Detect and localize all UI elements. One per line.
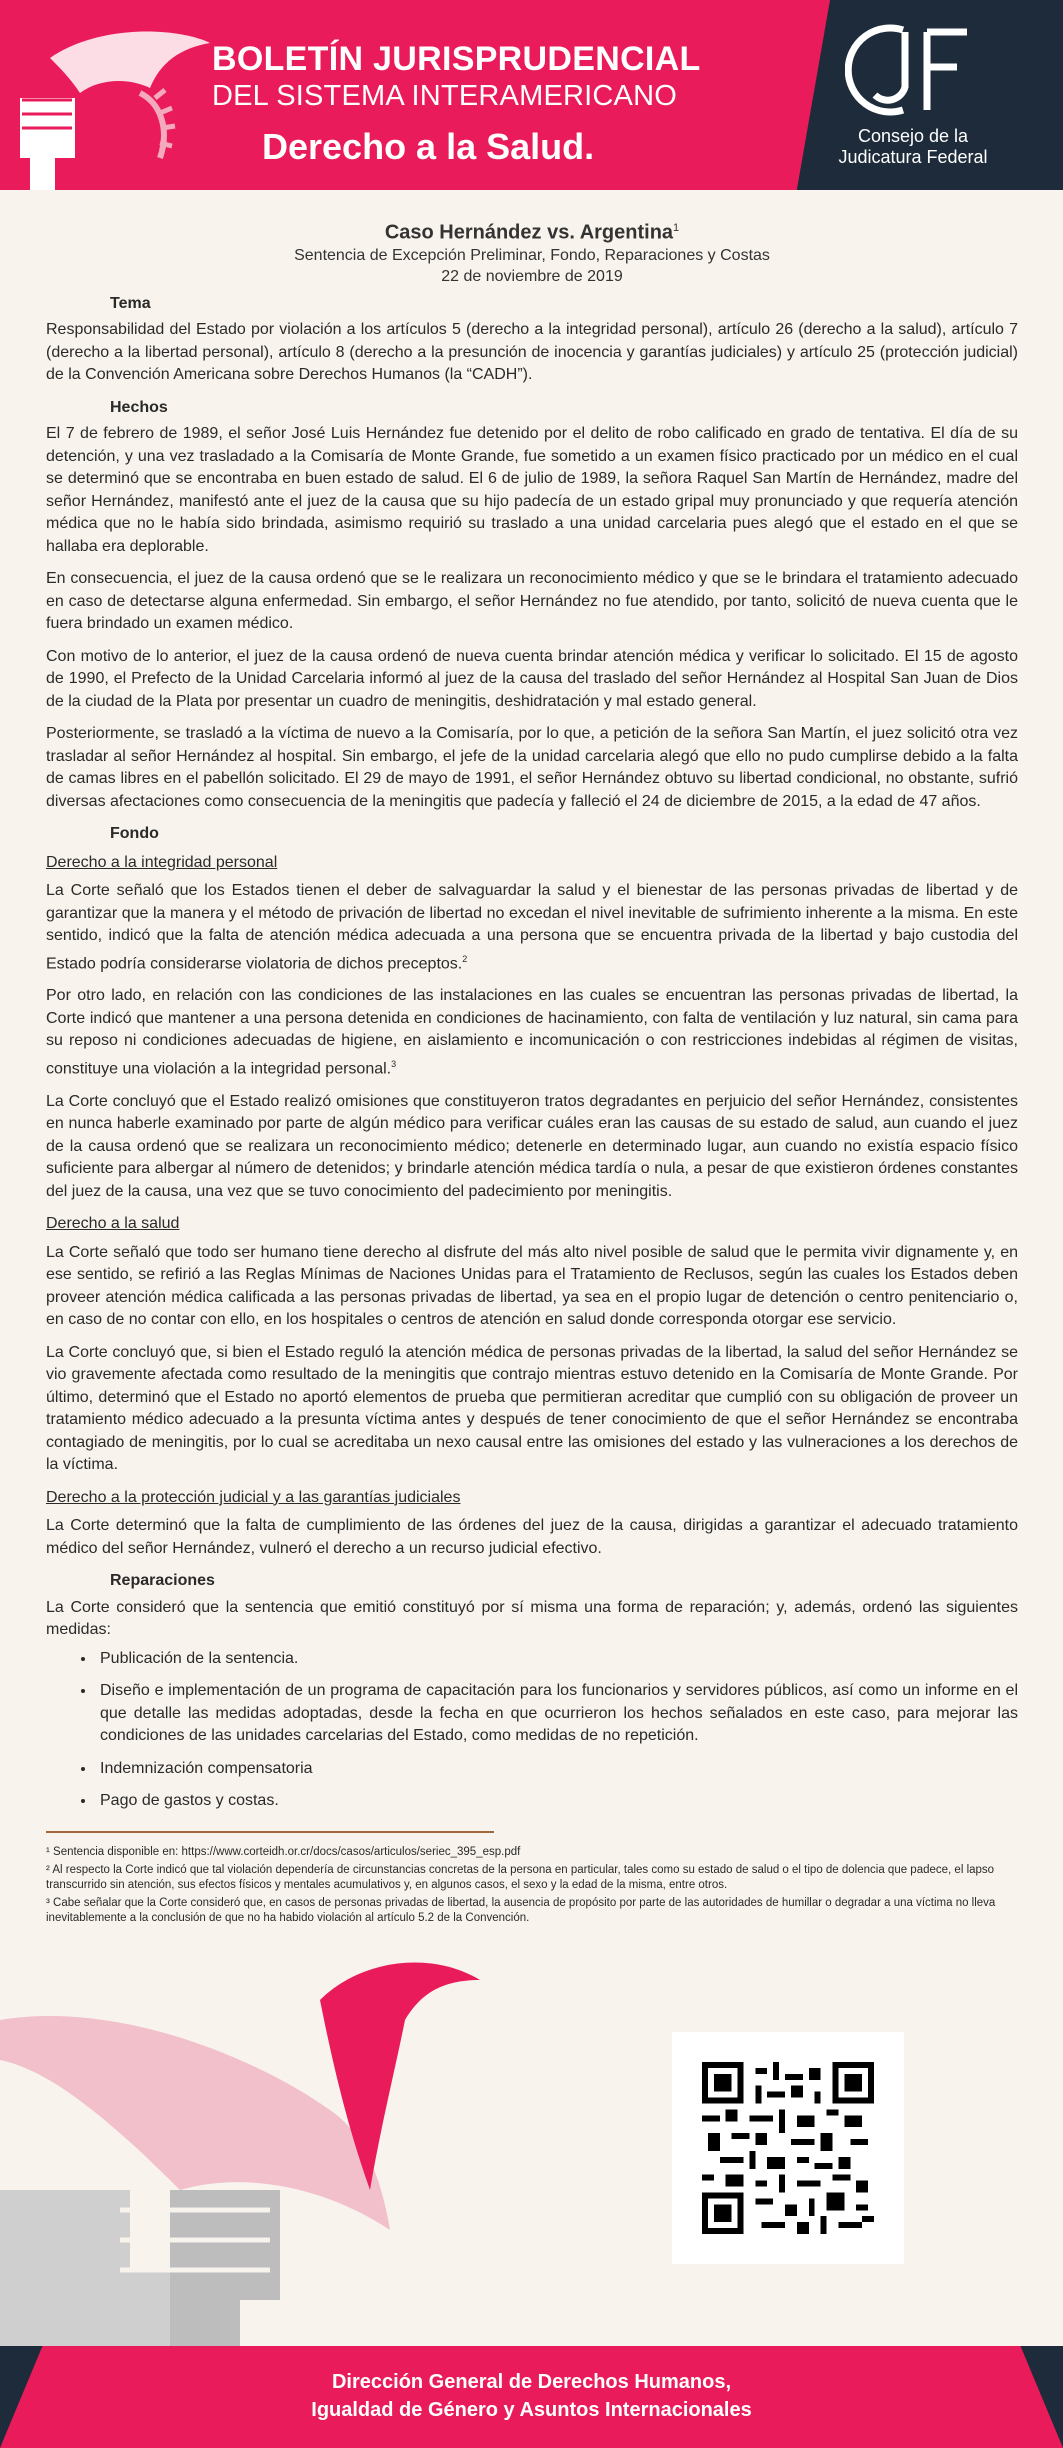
topic-title: Derecho a la Salud. bbox=[262, 126, 595, 167]
salud-paragraph: La Corte concluyó que, si bien el Estado reguló la atención médica de personas privadas de la libertad, la salud del señor Hernández se vio gravemente afectada como resultado de la meningitis que contrajo mientras estuvo detenido en la Comisaría de Monte Grande. Por último, determinó que el Estado no aportó elementos de prueba que permitieran acreditar que cumplió con su obligación de proveer un tratamiento médico adecuado a la presunta víctima antes y después de tener conocimiento de que el señor Hernández se encontraba contagiado de meningitis, por lo cual se acreditaba un nexo causal entre las omisiones del estado y las vulneraciones a los derechos de la víctima. bbox=[46, 1343, 1018, 1474]
subsection-proteccion-heading: Derecho a la protección judicial y a las garantías judiciales bbox=[46, 1488, 461, 1506]
case-title-text: Caso Hernández vs. Argentina bbox=[384, 221, 674, 244]
section-tema-heading: Tema bbox=[110, 294, 151, 312]
reparaciones-intro: La Corte consideró que la sentencia que emitió constituyó por sí misma una forma de reparación; y, además, ordenó las siguientes medidas: bbox=[46, 1598, 1018, 1639]
bulletin-title: BOLETÍN JURISPRUDENCIAL bbox=[212, 40, 701, 78]
hechos-paragraph: El 7 de febrero de 1989, el señor José Luis Hernández fue detenido por el delito de robo calificado en grado de tentativa. El día de su detención, y una vez trasladado a la Comisaría de Monte Grande, fue sometido a un examen físico practicado por un médico en el cual se determinó que se encontraba en buen estado de salud. El 6 de julio de 1989, la señora Raquel San Martín de Hernández, madre del señor Hernández, manifestó ante el juez de la causa que su hijo padecía de un estado gripal muy pronunciado y que requería atención médica que no le había sido brindada, asimismo requirió su traslado a una unidad carcelaria pues alegó que el estado en el que se hallaba era deplorable. bbox=[46, 425, 1018, 555]
integridad-paragraph: La Corte concluyó que el Estado realizó omisiones que constituyeron tratos degradantes en perjuicio del señor Hernández, consistentes en nunca haberle examinado por parte de algún médico para verificar cuáles eran las causas de su estado de salud, aun cuando el juez de la causa ordenó que se realizara un reconocimiento médico; detenerle en determinado lugar, aun cuando no existía espacio físico suficiente para albergar al número de detenidos; y brindarle atención médica tardía o nula, a pesar de que existieron órdenes constantes del juez de la causa, una vez que se tuvo conocimiento del padecimiento por meningitis. bbox=[46, 1092, 1018, 1200]
case-subtitle: Sentencia de Excepción Preliminar, Fondo, Reparaciones y Costas bbox=[294, 246, 770, 264]
fist-dove-logo bbox=[10, 18, 210, 190]
footnote-3: ³ Cabe señalar que la Corte consideró que, en casos de personas privadas de libertad, la ausencia de propósito por parte de las autoridades de humillar o degradar a una víctima no lleva inevitablemente a la conclusión de que no ha habido violación al artículo 5.2 de la Convención. bbox=[46, 1896, 996, 1924]
footer-text bbox=[0, 2368, 1063, 2424]
subsection-integridad-heading: Derecho a la integridad personal bbox=[46, 853, 278, 871]
tema-paragraph: Responsabilidad del Estado por violación a los artículos 5 (derecho a la integridad personal), artículo 26 (derecho a la salud), artículo 7 (derecho a la libertad personal), artículo 8 (derecho a la presunción de inocencia y garantías judiciales) y artículo 25 (protección judicial) de la Convención Americana sobre Derechos Humanos (la “CADH”). bbox=[46, 321, 1018, 384]
footnote-ref-1: 1 bbox=[673, 222, 680, 234]
fist-dove-illustration bbox=[0, 1940, 700, 2380]
hechos-paragraph: Posteriormente, se trasladó a la víctima de nuevo a la Comisaría, por lo que, a petición de la señora San Martín, el juez solicitó otra vez trasladar al señor Hernández al hospital. Sin embargo, el jefe de la unidad carcelaria alegó que ello no pudo cumplirse debido a la falta de camas libres en el pabellón solicitado. El 29 de mayo de 1991, el señor Hernández obtuvo su libertad condicional, no obstante, sufrió diversas afectaciones como consecuencia de la meningitis que padecía y falleció el 24 de diciembre de 2015, a la edad de 47 años. bbox=[46, 725, 1018, 810]
subsection-salud-heading: Derecho a la salud bbox=[46, 1215, 180, 1233]
case-date: 22 de noviembre de 2019 bbox=[441, 267, 623, 285]
list-item: • Publicación de la sentencia. bbox=[96, 1648, 1018, 1671]
footer-line-1: Dirección General de Derechos Humanos, bbox=[331, 2371, 732, 2393]
section-fondo-heading: Fondo bbox=[110, 825, 159, 843]
org-line-2: Judicatura Federal bbox=[838, 147, 988, 167]
section-hechos-heading: Hechos bbox=[110, 398, 168, 416]
main-content bbox=[46, 216, 1018, 1929]
integridad-text: Por otro lado, en relación con las condiciones de las instalaciones en las cuales se encuentran las personas privadas de libertad, la Corte indicó que mantener a una persona detenida en condiciones de hacinamiento, con falta de ventilación y luz natural, sin cama para su reposo ni condiciones adecuadas de higiene, en aislamiento e incomunicación o con restricciones indebidas al régimen de visitas, constituye una violación a la integridad personal. bbox=[46, 987, 1018, 1078]
footnote-ref-3: 3 bbox=[391, 1058, 397, 1069]
footnote-ref-2: 2 bbox=[462, 953, 468, 964]
hechos-paragraph: En consecuencia, el juez de la causa ordenó que se le realizara un reconocimiento médico y que se le brindara el tratamiento adecuado en caso de detectarse alguna enfermedad. Sin embargo, el señor Hernández no fue atendido, por tanto, solicitó de nueva cuenta que le fuera brindado un examen médico. bbox=[46, 570, 1018, 633]
salud-paragraph: La Corte señaló que todo ser humano tiene derecho al disfrute del más alto nivel posible de salud que le permita vivir dignamente y, en ese sentido, se refirió a las Reglas Mínimas de Naciones Unidas para el Tratamiento de Reclusos, según las cuales los Estados deben proveer atención médica calificada a las personas privadas de libertad, ya sea en el propio lugar de detención o centro penitenciario o, en caso de no contar con ello, en los hospitales o centros de atención en salud donde corresponda otorgar ese servicio. bbox=[46, 1243, 1018, 1329]
footer-banner bbox=[0, 2346, 1063, 2448]
qr-code-icon[interactable] bbox=[672, 2032, 904, 2264]
case-title bbox=[46, 216, 1018, 245]
footer-line-2: Igualdad de Género y Asuntos Internacionales bbox=[311, 2399, 752, 2421]
bulletin-subtitle: DEL SISTEMA INTERAMERICANO bbox=[212, 80, 677, 112]
list-item: • Pago de gastos y costas. bbox=[96, 1790, 1018, 1813]
footnote-1: ¹ Sentencia disponible en: https://www.corteidh.or.cr/docs/casos/articulos/seriec_395_esp.pdf bbox=[46, 1845, 521, 1858]
proteccion-paragraph: La Corte determinó que la falta de cumplimiento de las órdenes del juez de la causa, dirigidas a garantizar el adecuado tratamiento médico del señor Hernández, vulneró el derecho a un recurso judicial efectivo. bbox=[46, 1517, 1018, 1557]
list-item: • Indemnización compensatoria bbox=[96, 1758, 1018, 1781]
integridad-paragraph bbox=[46, 880, 1018, 975]
hechos-paragraph: Con motivo de lo anterior, el juez de la causa ordenó de nueva cuenta brindar atención médica y verificar lo solicitado. El 15 de agosto de 1990, el Prefecto de la Unidad Carcelaria informó al juez de la causa del traslado del señor Hernández al Hospital San Juan de Dios de la ciudad de la Plata por presentar un cuadro de meningitis, deshidratación y mal estado general. bbox=[46, 647, 1018, 710]
list-item: • Diseño e implementación de un programa de capacitación para los funcionarios y servidores públicos, así como un informe en el que detalle las medidas adoptadas, desde la fecha en que ocurrieron los hechos señalados en este caso, para mejorar las condiciones de las unidades carcelarias del Estado, como medidas de no repetición. bbox=[96, 1680, 1018, 1748]
reparaciones-list bbox=[46, 1648, 1018, 1813]
org-name bbox=[838, 126, 988, 168]
cjf-logo bbox=[845, 22, 975, 117]
qr-code-pattern bbox=[702, 2062, 874, 2234]
integridad-paragraph bbox=[46, 985, 1018, 1080]
footnote-2: ² Al respecto la Corte indicó que tal violación dependería de circunstancias concretas de la persona en particular, tales como su estado de salud o el tipo de dolencia que padece, el lapso transcurrido sin atención, sus efectos físicos y mentales acumulativos y, en algunos casos, el sexo y la edad de la misma, entre otros. bbox=[46, 1863, 995, 1891]
section-reparaciones-heading: Reparaciones bbox=[110, 1572, 215, 1590]
header-banner bbox=[0, 0, 1063, 190]
footnote-divider bbox=[46, 1831, 494, 1833]
integridad-text: La Corte señaló que los Estados tienen el deber de salvaguardar la salud y el bienestar de las personas privadas de libertad y de garantizar que la manera y el método de privación de libertad no excedan el nivel inevitable de sufrimiento inherente a la misma. En este sentido, indicó que la falta de atención médica adecuada a una persona que se encuentra privada de la libertad y bajo custodia del Estado podría considerarse violatoria de dichos preceptos. bbox=[46, 882, 1018, 972]
org-line-1: Consejo de la bbox=[857, 126, 969, 146]
